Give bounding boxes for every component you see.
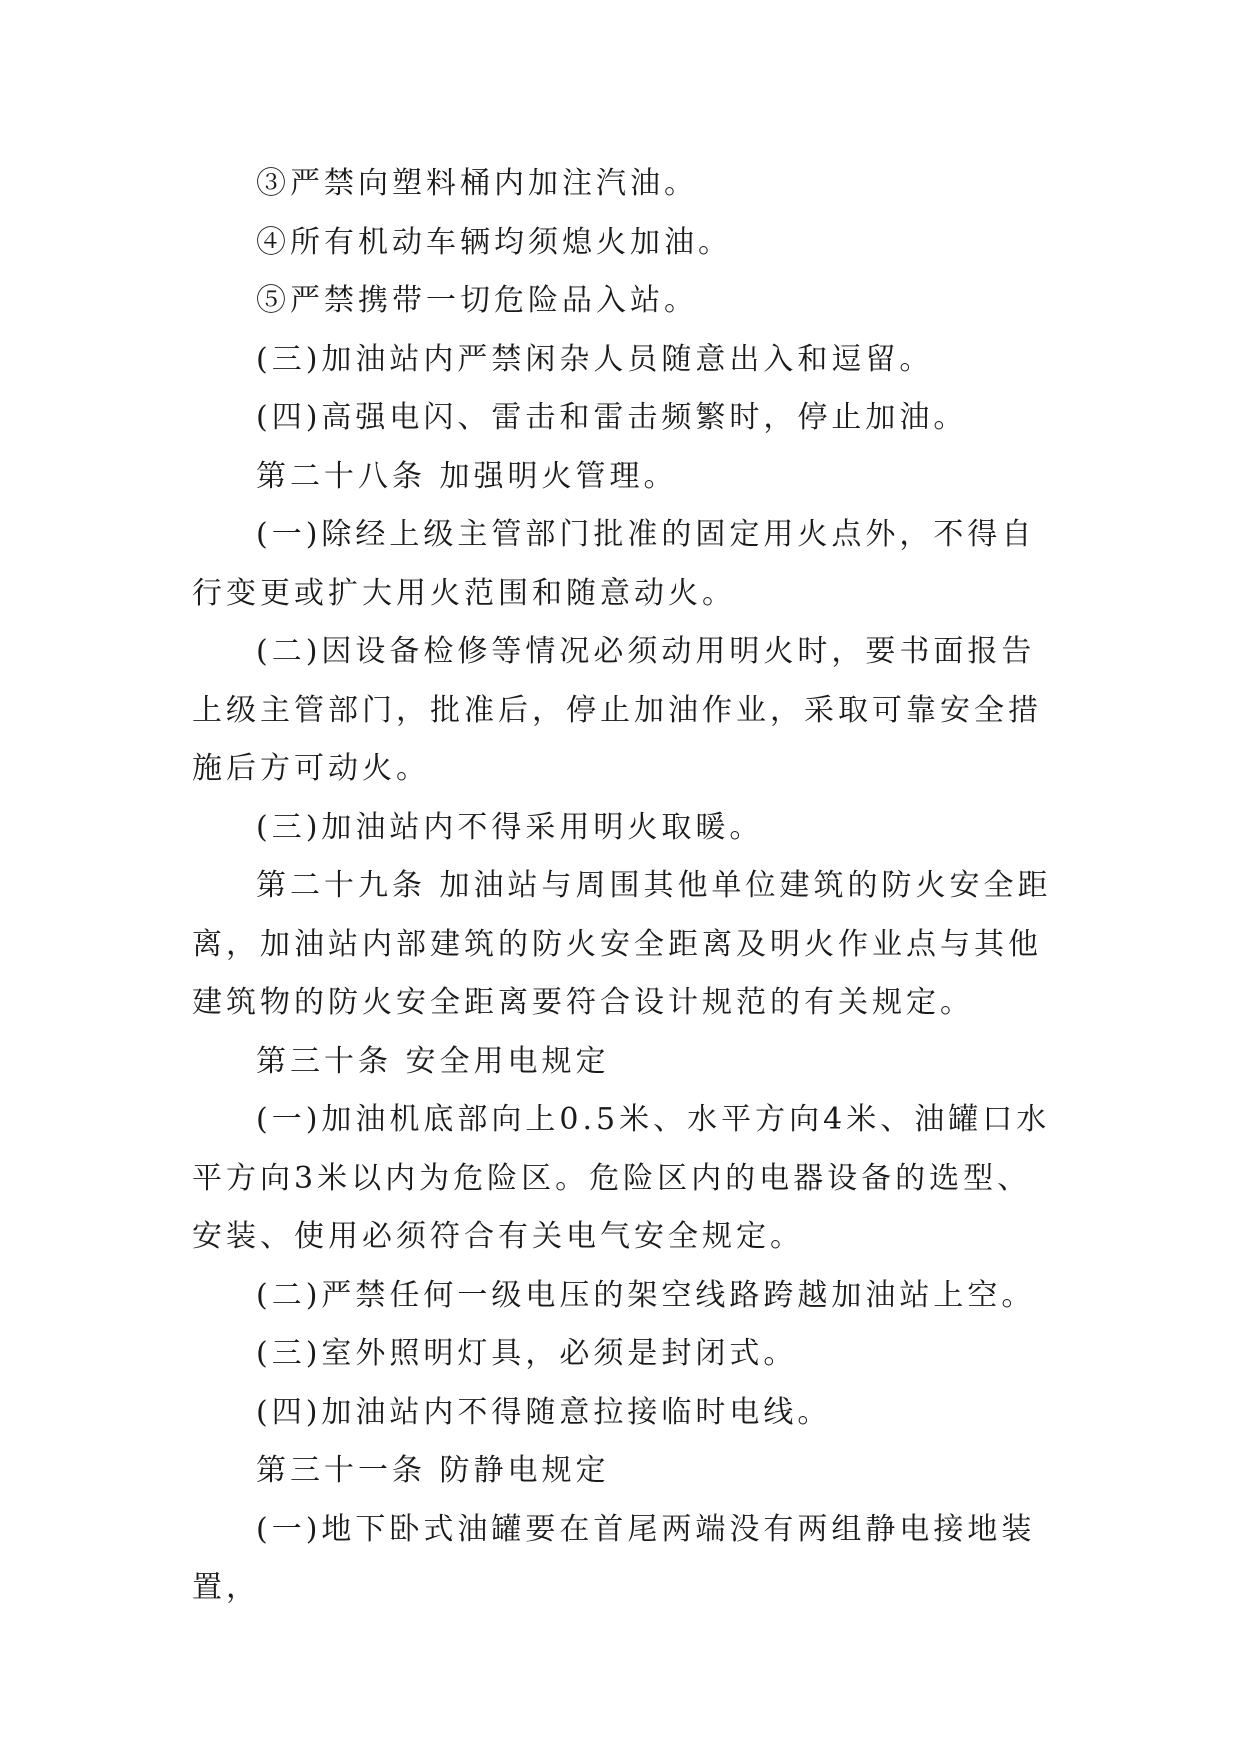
article-31-heading: 第三十一条 防静电规定	[256, 1453, 610, 1488]
article-28-heading: 第二十八条 加强明火管理。	[256, 458, 678, 494]
paragraph-14: (三)室外照明灯具，必须是封闭式。	[256, 1336, 798, 1371]
paragraph-5: (四)高强电闪、雷击和雷击频繁时，停止加油。	[256, 400, 968, 435]
paragraph-13: (二)严禁任何一级电压的架空线路跨越加油站上空。	[256, 1277, 1036, 1313]
article-30-heading: 第三十条 安全用电规定	[256, 1043, 610, 1079]
paragraph-7: (一)除经上级主管部门批准的固定用火点外，不得自行变更或扩大用火范围和随意动火。	[192, 517, 1036, 611]
paragraph-9: (三)加油站内不得采用明火取暖。	[256, 809, 764, 845]
paragraph-17: (一)地下卧式油罐要在首尾两端没有两组静电接地装置，	[192, 1511, 1036, 1605]
paragraph-3: ⑤严禁携带一切危险品入站。	[256, 283, 698, 318]
paragraph-1: ③严禁向塑料桶内加注汽油。	[256, 166, 698, 201]
paragraph-15: (四)加油站内不得随意拉接临时电线。	[256, 1394, 832, 1430]
body-text	[192, 155, 1062, 1618]
paragraph-12: (一)加油机底部向上0.5米、水平方向4米、油罐口水平方向3米以内为危险区。危险区内的电器设备的选型、安装、使用必须符合有关电气安全规定。	[192, 1102, 1051, 1254]
article-29-paragraph: 第二十九条 加油站与周围其他单位建筑的防火安全距离，加油站内部建筑的防火安全距离及明火作业点与其他建筑物的防火安全距离要符合设计规范的有关规定。	[192, 868, 1052, 1020]
paragraph-4: (三)加油站内严禁闲杂人员随意出入和逗留。	[256, 341, 934, 377]
paragraph-8: (二)因设备检修等情况必须动用明火时，要书面报告上级主管部门，批准后，停止加油作业，采取可靠安全措施后方可动火。	[192, 634, 1042, 786]
paragraph-2: ④所有机动车辆均须熄火加油。	[256, 224, 732, 260]
